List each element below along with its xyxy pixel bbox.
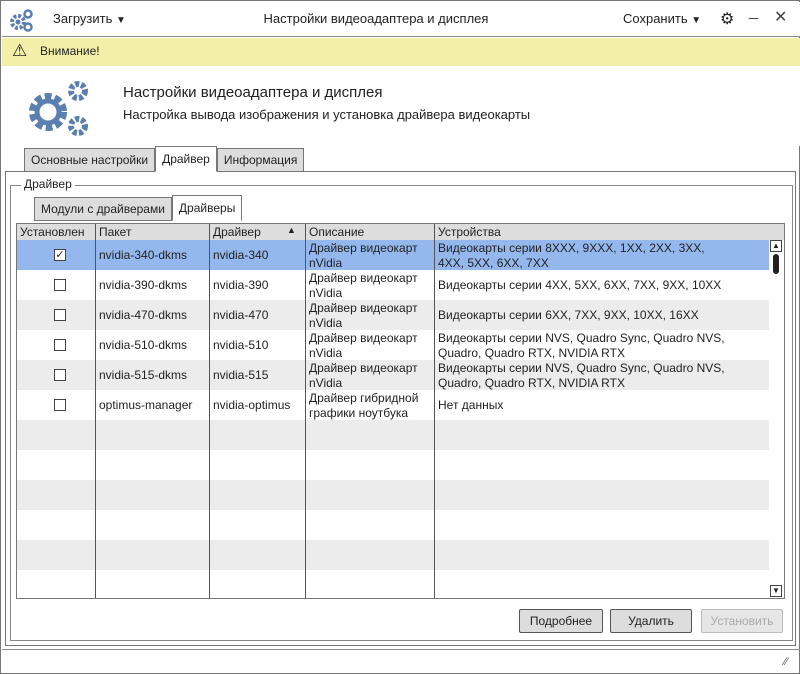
description-line: Драйвер видеокарт bbox=[309, 241, 418, 255]
col-driver[interactable]: Драйвер bbox=[213, 225, 261, 239]
col-installed[interactable]: Установлен bbox=[20, 225, 85, 239]
description-cell bbox=[306, 330, 434, 362]
description-cell bbox=[306, 360, 434, 392]
installed-checkbox[interactable]: ✓ bbox=[55, 249, 65, 261]
driver-cell: nvidia-390 bbox=[213, 278, 269, 292]
save-menu-button[interactable] bbox=[623, 11, 701, 26]
column-divider bbox=[209, 224, 210, 599]
package-cell: nvidia-390-dkms bbox=[99, 278, 188, 292]
devices-line: 4XX, 5XX, 6XX, 7XX bbox=[438, 256, 549, 270]
table-row[interactable] bbox=[17, 390, 769, 420]
description-line: nVidia bbox=[309, 256, 343, 270]
details-button[interactable]: Подробнее bbox=[519, 609, 603, 633]
package-cell: optimus-manager bbox=[99, 398, 193, 412]
description-line: Драйвер видеокарт bbox=[309, 331, 418, 345]
empty-row bbox=[17, 570, 769, 599]
description-cell bbox=[306, 240, 434, 272]
scroll-thumb[interactable] bbox=[773, 254, 779, 274]
description-line: nVidia bbox=[309, 316, 343, 330]
col-package[interactable]: Пакет bbox=[99, 225, 132, 239]
column-divider bbox=[305, 224, 306, 599]
installed-checkbox[interactable] bbox=[54, 369, 66, 381]
driver-cell: nvidia-510 bbox=[213, 338, 269, 352]
devices-cell bbox=[435, 307, 769, 324]
empty-row bbox=[17, 510, 769, 540]
description-cell bbox=[306, 270, 434, 302]
package-cell: nvidia-340-dkms bbox=[99, 248, 188, 262]
main-tabs bbox=[24, 145, 304, 172]
tab-driver[interactable]: Драйвер bbox=[155, 146, 217, 172]
devices-line: Нет данных bbox=[438, 398, 504, 412]
empty-row bbox=[17, 420, 769, 450]
title-bar bbox=[2, 2, 800, 37]
description-cell bbox=[306, 390, 434, 422]
tab-information[interactable]: Информация bbox=[217, 148, 304, 172]
vertical-scrollbar[interactable] bbox=[769, 240, 784, 598]
driver-cell: nvidia-optimus bbox=[213, 398, 291, 412]
description-cell bbox=[306, 300, 434, 332]
description-line: Драйвер видеокарт bbox=[309, 361, 418, 375]
col-description[interactable]: Описание bbox=[309, 225, 365, 239]
subtab-drivers[interactable]: Драйверы bbox=[172, 195, 242, 221]
devices-cell bbox=[435, 330, 769, 362]
devices-line: Видеокарты серии NVS, Quadro Sync, Quadro NVS, bbox=[438, 361, 725, 375]
package-cell: nvidia-510-dkms bbox=[99, 338, 188, 352]
installed-checkbox[interactable] bbox=[54, 399, 66, 411]
chevron-down-icon: ▼ bbox=[115, 15, 126, 26]
sort-ascending-icon: ▲ bbox=[287, 225, 296, 235]
warning-icon: ⚠ bbox=[12, 41, 28, 60]
table-row[interactable] bbox=[17, 300, 769, 330]
devices-line: Quadro, Quadro RTX, NVIDIA RTX bbox=[438, 346, 625, 360]
table-row[interactable] bbox=[17, 360, 769, 390]
gear-icon[interactable]: ⚙ bbox=[720, 11, 735, 28]
scroll-down-icon[interactable]: ▼ bbox=[770, 585, 782, 597]
empty-row bbox=[17, 540, 769, 570]
empty-row bbox=[17, 450, 769, 480]
installed-checkbox[interactable] bbox=[54, 339, 66, 351]
devices-cell bbox=[435, 240, 769, 272]
chevron-down-icon: ▼ bbox=[691, 15, 702, 26]
description-line: nVidia bbox=[309, 286, 343, 300]
remove-button[interactable]: Удалить bbox=[610, 609, 692, 633]
window-title: Настройки видеоадаптера и дисплея bbox=[263, 11, 489, 26]
description-line: nVidia bbox=[309, 346, 343, 360]
package-cell: nvidia-470-dkms bbox=[99, 308, 188, 322]
tab-basic-settings[interactable]: Основные настройки bbox=[24, 148, 155, 172]
load-label: Загрузить bbox=[53, 11, 113, 26]
minimize-button[interactable]: _ bbox=[749, 3, 758, 20]
devices-line: Видеокарты серии 6XX, 7XX, 9XX, 10XX, 16XX bbox=[438, 308, 699, 322]
table-row[interactable] bbox=[17, 240, 769, 270]
devices-line: Видеокарты серии 4XX, 5XX, 6XX, 7XX, 9XX, 10XX bbox=[438, 278, 722, 292]
installed-checkbox[interactable] bbox=[54, 279, 66, 291]
driver-cell: nvidia-470 bbox=[213, 308, 269, 322]
column-divider bbox=[434, 224, 435, 599]
col-devices[interactable]: Устройства bbox=[438, 225, 501, 239]
devices-cell bbox=[435, 397, 769, 414]
devices-line: Quadro, Quadro RTX, NVIDIA RTX bbox=[438, 376, 625, 390]
package-cell: nvidia-515-dkms bbox=[99, 368, 188, 382]
subtab-modules[interactable]: Модули с драйверами bbox=[34, 197, 172, 221]
table-row[interactable] bbox=[17, 330, 769, 360]
group-label: Драйвер bbox=[21, 177, 75, 191]
warning-bar bbox=[2, 38, 800, 66]
sub-tabs bbox=[34, 194, 242, 221]
empty-row bbox=[17, 480, 769, 510]
description-line: nVidia bbox=[309, 376, 343, 390]
devices-line: Видеокарты серии 8XXX, 9XXX, 1XX, 2XX, 3XX, bbox=[438, 241, 705, 255]
column-divider bbox=[95, 224, 96, 599]
description-line: Драйвер видеокарт bbox=[309, 271, 418, 285]
banner-title: Настройки видеоадаптера и дисплея bbox=[123, 84, 383, 101]
gears-logo-icon bbox=[26, 74, 96, 144]
status-divider bbox=[2, 649, 800, 650]
description-line: Драйвер гибридной bbox=[309, 391, 419, 405]
drivers-table bbox=[16, 223, 785, 599]
devices-line: Видеокарты серии NVS, Quadro Sync, Quadro NVS, bbox=[438, 331, 725, 345]
driver-cell: nvidia-340 bbox=[213, 248, 269, 262]
table-header bbox=[17, 224, 784, 240]
table-row[interactable] bbox=[17, 270, 769, 300]
banner-subtitle: Настройка вывода изображения и установка драйвера видеокарты bbox=[123, 107, 531, 122]
save-label: Сохранить bbox=[623, 11, 688, 26]
warning-text: Внимание! bbox=[40, 44, 100, 58]
driver-cell: nvidia-515 bbox=[213, 368, 269, 382]
description-line: Драйвер видеокарт bbox=[309, 301, 418, 315]
devices-cell bbox=[435, 277, 769, 294]
installed-checkbox[interactable] bbox=[54, 309, 66, 321]
close-button[interactable]: ✕ bbox=[774, 9, 788, 26]
header-banner bbox=[2, 66, 800, 146]
devices-cell bbox=[435, 360, 769, 392]
install-button[interactable]: Установить bbox=[701, 609, 783, 633]
scroll-up-icon[interactable]: ▲ bbox=[770, 240, 782, 252]
description-line: графики ноутбука bbox=[309, 406, 409, 420]
resize-grip-icon[interactable]: ⁄⁄ bbox=[784, 656, 788, 668]
